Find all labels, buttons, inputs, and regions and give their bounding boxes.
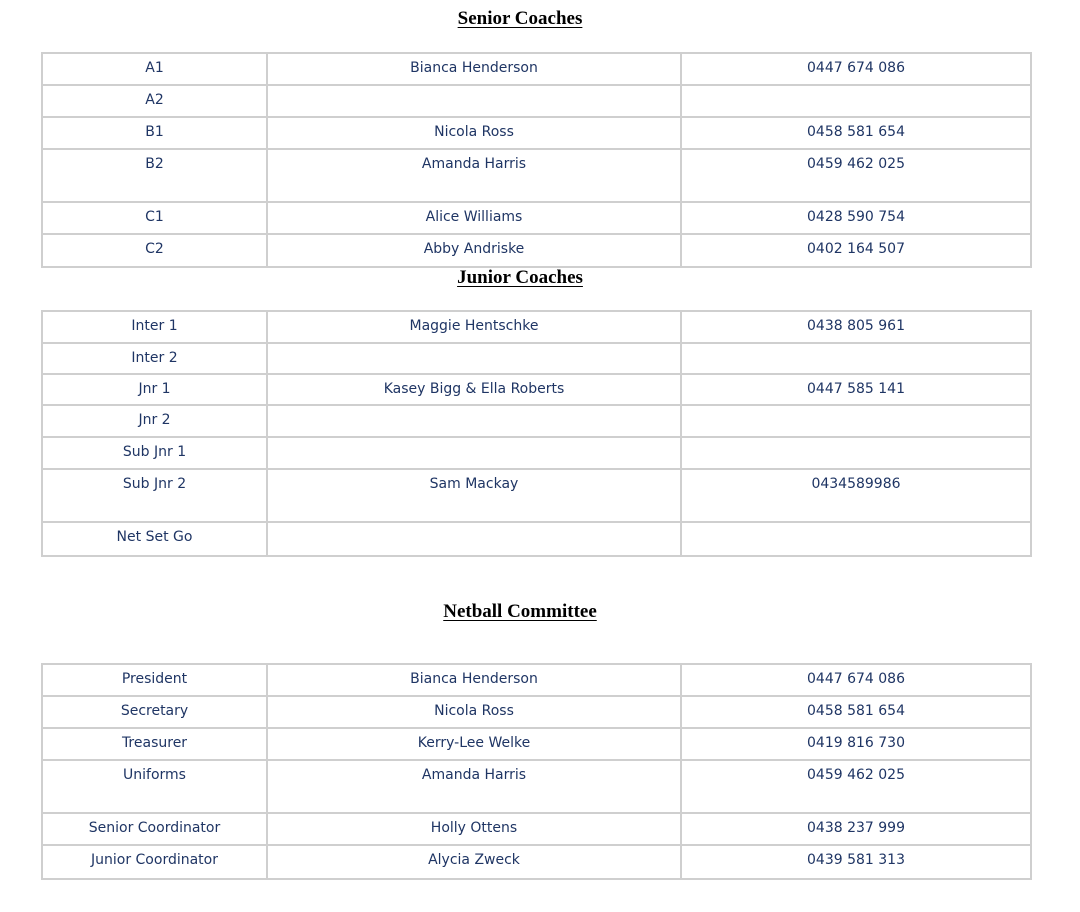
table-row — [43, 312, 1030, 344]
team-cell: Inter 2 — [43, 344, 268, 373]
phone-cell — [682, 523, 1030, 555]
phone-cell: 0419 816 730 — [807, 735, 905, 751]
member-name-cell: Nicola Ross — [268, 697, 682, 727]
table-row — [43, 523, 1030, 555]
phone-cell: 0438 237 999 — [807, 820, 905, 836]
phone-cell — [682, 406, 1030, 436]
phone-cell: 0447 674 086 — [807, 60, 905, 76]
table-row — [43, 54, 1030, 86]
table-row — [43, 118, 1030, 150]
phone-cell: 0459 462 025 — [807, 767, 905, 783]
junior-coaches-heading: Junior Coaches — [457, 267, 583, 288]
coach-name-cell: Alice Williams — [268, 203, 682, 233]
coach-name-cell: Maggie Hentschke — [268, 312, 682, 342]
member-name-cell: Amanda Harris — [268, 761, 682, 812]
team-cell: C2 — [43, 235, 268, 266]
role-cell: Senior Coordinator — [43, 814, 268, 844]
role-cell: Secretary — [43, 697, 268, 727]
team-cell: A1 — [43, 54, 268, 84]
team-cell: A2 — [43, 86, 268, 116]
role-cell: President — [43, 665, 268, 695]
team-cell: Jnr 2 — [43, 406, 268, 436]
table-row — [43, 729, 1030, 761]
phone-cell: 0402 164 507 — [807, 241, 905, 257]
table-row — [43, 697, 1030, 729]
junior-coaches-table — [41, 310, 1032, 557]
team-cell: Sub Jnr 1 — [43, 438, 268, 468]
table-row — [43, 406, 1030, 438]
phone-cell: 0447 585 141 — [807, 381, 905, 397]
netball-committee-heading: Netball Committee — [443, 601, 597, 622]
member-name-cell: Holly Ottens — [268, 814, 682, 844]
senior-coaches-heading: Senior Coaches — [457, 8, 583, 29]
coach-name-cell — [268, 438, 682, 468]
role-cell: Uniforms — [43, 761, 268, 812]
role-cell: Junior Coordinator — [43, 846, 268, 878]
table-row — [43, 438, 1030, 470]
table-row — [43, 86, 1030, 118]
phone-cell: 0434589986 — [811, 476, 901, 492]
coach-name-cell: Nicola Ross — [268, 118, 682, 148]
table-row — [43, 344, 1030, 375]
table-row — [43, 665, 1030, 697]
team-cell: Sub Jnr 2 — [43, 470, 268, 521]
phone-cell: 0458 581 654 — [807, 124, 905, 140]
table-row — [43, 375, 1030, 406]
team-cell: Jnr 1 — [43, 375, 268, 404]
role-cell: Treasurer — [43, 729, 268, 759]
table-row — [43, 846, 1030, 878]
phone-cell — [682, 438, 1030, 468]
phone-cell: 0447 674 086 — [807, 671, 905, 687]
team-cell: C1 — [43, 203, 268, 233]
coach-name-cell — [268, 406, 682, 436]
member-name-cell: Kerry-Lee Welke — [268, 729, 682, 759]
coach-name-cell: Sam Mackay — [268, 470, 682, 521]
phone-cell — [682, 86, 1030, 116]
team-cell: B2 — [43, 150, 268, 201]
coach-name-cell — [268, 523, 682, 555]
phone-cell: 0459 462 025 — [807, 156, 905, 172]
table-row — [43, 235, 1030, 266]
team-cell: Net Set Go — [43, 523, 268, 555]
phone-cell: 0428 590 754 — [807, 209, 905, 225]
senior-coaches-table — [41, 52, 1032, 268]
table-row — [43, 470, 1030, 523]
team-cell: B1 — [43, 118, 268, 148]
member-name-cell: Bianca Henderson — [268, 665, 682, 695]
netball-committee-table — [41, 663, 1032, 880]
table-row — [43, 203, 1030, 235]
phone-cell — [682, 344, 1030, 373]
phone-cell: 0439 581 313 — [807, 852, 905, 868]
coach-name-cell: Bianca Henderson — [268, 54, 682, 84]
member-name-cell: Alycia Zweck — [268, 846, 682, 878]
phone-cell: 0458 581 654 — [807, 703, 905, 719]
table-row — [43, 814, 1030, 846]
coach-name-cell: Kasey Bigg & Ella Roberts — [268, 375, 682, 404]
coach-name-cell — [268, 344, 682, 373]
coach-name-cell: Abby Andriske — [268, 235, 682, 266]
coach-name-cell: Amanda Harris — [268, 150, 682, 201]
team-cell: Inter 1 — [43, 312, 268, 342]
phone-cell: 0438 805 961 — [807, 318, 905, 334]
table-row — [43, 761, 1030, 814]
table-row — [43, 150, 1030, 203]
coach-name-cell — [268, 86, 682, 116]
